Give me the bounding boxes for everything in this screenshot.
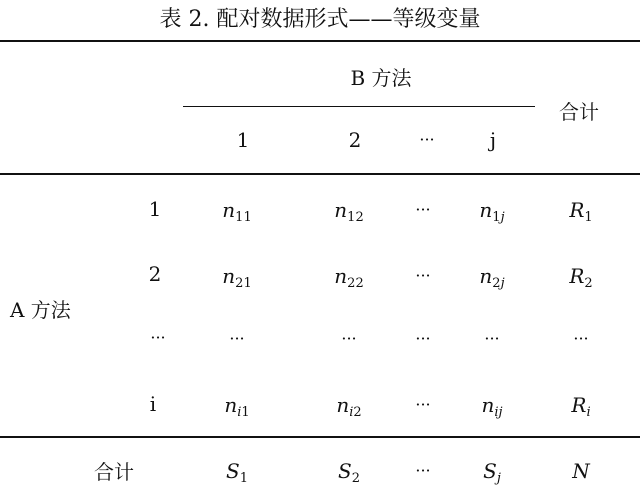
column-label: 1 [236, 128, 250, 152]
table-cell: $n_{2j}$ [479, 264, 505, 291]
table-cell: $n_{12}$ [334, 198, 364, 225]
table-cell: ··· [415, 329, 431, 348]
table-cell: $n_{ij}$ [481, 393, 503, 420]
table-cell: ··· [415, 200, 431, 219]
column-total-cell: $S_j$ [483, 459, 501, 486]
row-total-cell: ··· [573, 329, 589, 348]
row-label: 2 [148, 262, 162, 286]
row-total-cell: $R_2$ [569, 264, 593, 291]
table-cell: ··· [229, 329, 245, 348]
column-total-cell: N [572, 459, 590, 483]
table-cell: ··· [415, 395, 431, 414]
a-method-header: A 方法 [10, 298, 71, 322]
total-rule [0, 436, 640, 438]
table-cell: $n_{1j}$ [479, 198, 505, 225]
top-rule [0, 40, 640, 42]
column-total-cell: $S_1$ [226, 459, 248, 486]
column-label: j [489, 128, 497, 152]
row-total-cell: $R_i$ [571, 393, 591, 420]
table-cell: $n_{21}$ [222, 264, 252, 291]
table-cell: $n_{i1}$ [224, 393, 250, 420]
table-cell: ··· [484, 329, 500, 348]
table-cell: ··· [415, 266, 431, 285]
column-label: ··· [419, 130, 435, 149]
column-label: 2 [348, 128, 362, 152]
row-label: ··· [150, 328, 166, 347]
table-cell: ··· [341, 329, 357, 348]
table-cell: $n_{22}$ [334, 264, 364, 291]
header-rule [0, 173, 640, 175]
table-cell: $n_{i2}$ [336, 393, 362, 420]
column-total-cell: $S_2$ [338, 459, 360, 486]
total-row-label: 合计 [94, 460, 134, 484]
table-title: 表 2. 配对数据形式——等级变量 [159, 7, 481, 32]
column-total-cell: ··· [415, 461, 431, 480]
total-column-header: 合计 [559, 100, 599, 124]
row-label: 1 [148, 197, 162, 221]
row-label: i [149, 392, 157, 416]
table-cell: $n_{11}$ [222, 198, 252, 225]
row-total-cell: $R_1$ [569, 198, 593, 225]
b-method-header: B 方法 [350, 66, 412, 90]
b-method-underline [183, 106, 535, 107]
